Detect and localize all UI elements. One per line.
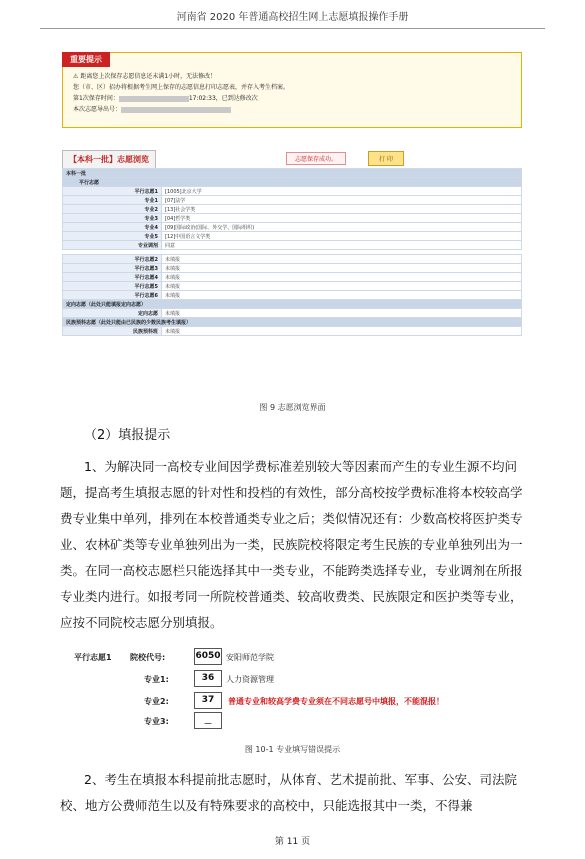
- notice-line: 本次志愿导出号：: [73, 104, 289, 115]
- school-name: 安阳师范学院: [226, 653, 274, 662]
- major-name: 人力资源管理: [226, 675, 274, 684]
- notice-line: 您（市、区）招办将根据考生网上保存的志愿信息打印志愿表，并存入考生档案。: [73, 84, 290, 91]
- redacted-block: [121, 107, 231, 113]
- table-row: 专业5 [12]中国语言文学类: [63, 232, 522, 241]
- volunteer-table: [62, 168, 522, 336]
- paragraph-2: 2、考生在填报本科提前批志愿时，从体育、艺术提前批、军事、公安、司法院校、地方公费师范生以及有特殊要求的高校中，只能选报其中一类，不得兼: [60, 772, 517, 813]
- notice-lines: [73, 71, 289, 115]
- page-number: 第 11 页: [274, 837, 311, 847]
- table-row: 平行志愿5 未填报: [63, 282, 522, 291]
- warning-icon: ⚠: [73, 73, 79, 80]
- code-label: 院校代号:: [130, 653, 166, 662]
- school-code-input[interactable]: 6050: [194, 648, 222, 665]
- table-row: 民族预科班 未填报: [63, 327, 522, 336]
- error-message: 普通专业和较高学费专业须在不同志愿号中填报，不能混报！: [228, 697, 444, 706]
- figure9-caption: 图 9 志愿浏览界面: [259, 403, 326, 412]
- notice-line: ⚠ 距离您上次保存志愿信息还未满1小时，无法修改！: [73, 73, 217, 80]
- major-code-input[interactable]: 36: [194, 670, 222, 687]
- paragraph-1: 1、为解决同一高校专业间因学费标准差别较大等因素而产生的专业生源不均问题，提高考生填报志愿的针对性和投档的有效性，部分高校按学费标准将本校较高学费专业集中单列，排列在本校普通类专业之后；类似情况还有：少数高校将医护类专业、农林矿类等专业单独列出为一类，民族院校将限定考生民族的专业单独列出为一类。在同一高校志愿栏只能选择其中一类专业，不能跨类选择专业，专业调剂在所报专业类内进行。如报考同一所院校普通类、较高收费类、民族限定和医护类等专业，应按不同院校志愿分别填报。: [60, 459, 523, 630]
- major-label: 专业3:: [144, 717, 169, 726]
- notice-tab: 重要提示: [62, 52, 110, 67]
- figure10-caption: 图 10-1 专业填写错误提示: [244, 745, 341, 754]
- major-code-input[interactable]: __: [194, 712, 222, 729]
- table-row: 专业调剂 同意: [63, 241, 522, 250]
- table-row: 专业4 [09]国际政治(国际、外交学、国际组织): [63, 223, 522, 232]
- table-row: 平行志愿4 未填报: [63, 273, 522, 282]
- table-row: 平行志愿1 [1005]北京大学: [63, 187, 522, 196]
- browse-bar: [62, 150, 522, 168]
- print-button[interactable]: 打 印: [368, 151, 404, 166]
- table-row: 专业1 [07]法学: [63, 196, 522, 205]
- save-status-badge: 志愿保存成功。: [286, 152, 346, 165]
- major-code-input[interactable]: 37: [194, 692, 222, 709]
- table-row: 平行志愿2 未填报: [63, 255, 522, 264]
- major-label: 专业1:: [144, 675, 169, 684]
- important-notice-panel: [62, 52, 522, 128]
- table-row: 专业2 [13]社会学类: [63, 205, 522, 214]
- figure10-form: [74, 648, 524, 728]
- table-row: 平行志愿6 未填报: [63, 291, 522, 300]
- table-row: 平行志愿3 未填报: [63, 264, 522, 273]
- page-header: 河南省 2020 年普通高校招生网上志愿填报操作手册: [40, 10, 545, 29]
- browse-title: 【本科一批】志愿浏览: [62, 150, 156, 170]
- pref-label: 平行志愿1: [74, 653, 112, 662]
- notice-line: 第1次保存时间： 17:02:33，已到达修改次: [73, 95, 258, 102]
- table-row: 专业3 [04]哲学类: [63, 214, 522, 223]
- table-row: 定向志愿 未填报: [63, 309, 522, 318]
- section-main: 本科一批: [63, 169, 522, 178]
- section-ethnic: 民族预科志愿（此处只能由已民族的少数民族考生填报）: [63, 318, 522, 327]
- section-heading: （2）填报提示: [84, 428, 171, 443]
- section-parallel: 平行志愿: [63, 178, 522, 187]
- redacted-block: [119, 96, 189, 102]
- section-targeted: 定向志愿（此处只能填报定向志愿）: [63, 300, 522, 309]
- major-label: 专业2:: [144, 697, 169, 706]
